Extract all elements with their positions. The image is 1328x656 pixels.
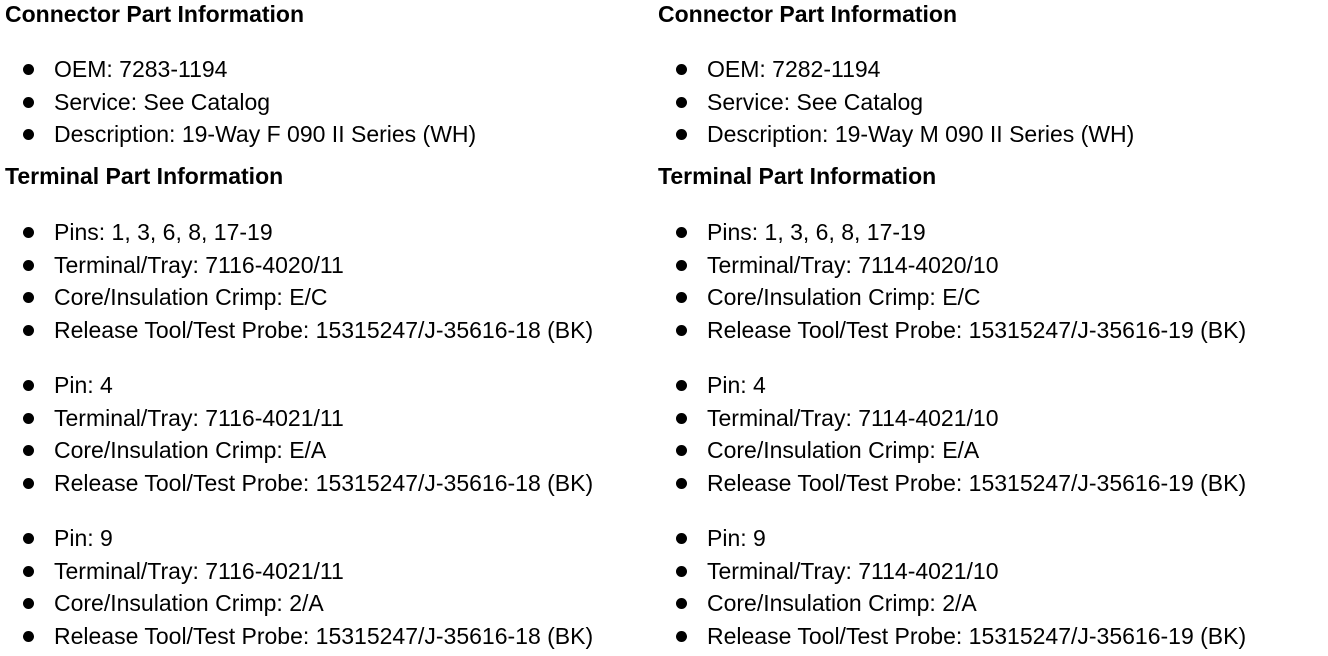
- crimp-value: Core/Insulation Crimp: 2/A: [707, 590, 977, 616]
- release-tool-value: Release Tool/Test Probe: 15315247/J-35616-19 (BK): [707, 317, 1247, 343]
- bullet-icon: [23, 533, 34, 544]
- pins-value: Pin: 9: [707, 525, 766, 551]
- service-number: Service: See Catalog: [54, 89, 271, 115]
- oem-number: OEM: 7283-1194: [54, 56, 228, 82]
- bullet-icon: [23, 64, 34, 75]
- bullet-icon: [676, 64, 687, 75]
- bullet-icon: [23, 227, 34, 238]
- bullet-icon: [23, 97, 34, 108]
- bullet-icon: [676, 260, 687, 271]
- crimp-value: Core/Insulation Crimp: E/A: [707, 437, 980, 463]
- pins-value: Pin: 4: [707, 372, 766, 398]
- bullet-icon: [23, 292, 34, 303]
- pins-value: Pin: 9: [54, 525, 113, 551]
- release-tool-value: Release Tool/Test Probe: 15315247/J-35616-19 (BK): [707, 470, 1247, 496]
- terminal-tray-value: Terminal/Tray: 7114-4021/10: [707, 405, 999, 431]
- bullet-icon: [676, 129, 687, 140]
- connector-description: Description: 19-Way M 090 II Series (WH): [707, 121, 1135, 147]
- terminal-part-heading: Terminal Part Information: [658, 163, 937, 189]
- crimp-value: Core/Insulation Crimp: E/C: [707, 284, 981, 310]
- bullet-icon: [23, 325, 34, 336]
- bullet-icon: [23, 566, 34, 577]
- crimp-value: Core/Insulation Crimp: E/A: [54, 437, 327, 463]
- bullet-icon: [676, 631, 687, 642]
- bullet-icon: [676, 445, 687, 456]
- pins-value: Pins: 1, 3, 6, 8, 17-19: [707, 219, 926, 245]
- terminal-tray-value: Terminal/Tray: 7114-4020/10: [707, 252, 999, 278]
- terminal-tray-value: Terminal/Tray: 7116-4021/11: [54, 558, 344, 584]
- pins-value: Pin: 4: [54, 372, 113, 398]
- bullet-icon: [676, 413, 687, 424]
- bullet-icon: [23, 598, 34, 609]
- release-tool-value: Release Tool/Test Probe: 15315247/J-35616-18 (BK): [54, 470, 594, 496]
- terminal-part-heading: Terminal Part Information: [5, 163, 284, 189]
- release-tool-value: Release Tool/Test Probe: 15315247/J-35616-19 (BK): [707, 623, 1247, 649]
- connector-description: Description: 19-Way F 090 II Series (WH): [54, 121, 477, 147]
- bullet-icon: [676, 325, 687, 336]
- bullet-icon: [676, 478, 687, 489]
- service-number: Service: See Catalog: [707, 89, 924, 115]
- bullet-icon: [676, 292, 687, 303]
- bullet-icon: [676, 97, 687, 108]
- bullet-icon: [676, 533, 687, 544]
- bullet-icon: [23, 260, 34, 271]
- bullet-icon: [23, 413, 34, 424]
- terminal-tray-value: Terminal/Tray: 7116-4020/11: [54, 252, 344, 278]
- bullet-icon: [676, 566, 687, 577]
- bullet-icon: [676, 380, 687, 391]
- release-tool-value: Release Tool/Test Probe: 15315247/J-35616-18 (BK): [54, 317, 594, 343]
- connector-part-heading: Connector Part Information: [658, 1, 958, 27]
- bullet-icon: [23, 380, 34, 391]
- bullet-icon: [23, 478, 34, 489]
- bullet-icon: [676, 227, 687, 238]
- terminal-tray-value: Terminal/Tray: 7116-4021/11: [54, 405, 344, 431]
- terminal-tray-value: Terminal/Tray: 7114-4021/10: [707, 558, 999, 584]
- crimp-value: Core/Insulation Crimp: 2/A: [54, 590, 324, 616]
- pins-value: Pins: 1, 3, 6, 8, 17-19: [54, 219, 273, 245]
- bullet-icon: [23, 129, 34, 140]
- connector-part-heading: Connector Part Information: [5, 1, 305, 27]
- bullet-icon: [23, 445, 34, 456]
- bullet-icon: [676, 598, 687, 609]
- crimp-value: Core/Insulation Crimp: E/C: [54, 284, 328, 310]
- bullet-icon: [23, 631, 34, 642]
- oem-number: OEM: 7282-1194: [707, 56, 881, 82]
- release-tool-value: Release Tool/Test Probe: 15315247/J-35616-18 (BK): [54, 623, 594, 649]
